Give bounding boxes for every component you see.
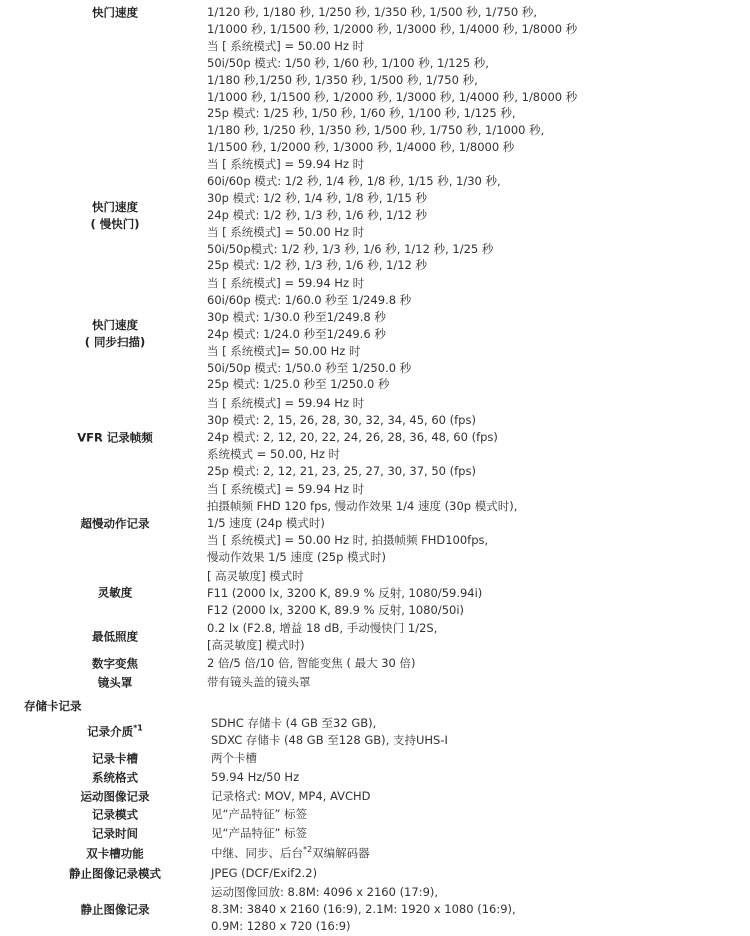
spec-value bbox=[211, 865, 750, 882]
spec-line: 当 [ 系统模式] = 59.94 Hz 时 bbox=[207, 396, 365, 410]
spec-value bbox=[207, 620, 747, 654]
spec-line: 50i/50p模式: 1/2 秒, 1/3 秒, 1/6 秒, 1/12 秒, 1/25 秒 bbox=[207, 241, 494, 256]
spec-line: 25p 模式: 1/25 秒, 1/50 秒, 1/60 秒, 1/100 秒, 1/125 秒, bbox=[207, 106, 516, 121]
spec-value bbox=[207, 674, 747, 691]
spec-label: 数字变焦 bbox=[92, 656, 138, 671]
spec-value bbox=[207, 395, 747, 480]
spec-label: 最低照度 bbox=[92, 629, 138, 644]
spec-label: 灵敏度 bbox=[97, 585, 133, 600]
spec-value bbox=[211, 750, 750, 767]
spec-value bbox=[207, 156, 747, 274]
spec-line: 50i/50p 模式: 1/50 秒, 1/60 秒, 1/100 秒, 1/125 秒, bbox=[207, 55, 489, 70]
spec-label: 记录卡槽 bbox=[92, 751, 138, 766]
spec-line: 当 [ 系统模式] = 50.00 Hz 时, 拍摄帧频 FHD100fps, bbox=[207, 532, 489, 547]
spec-line: 1/1000 秒, 1/1500 秒, 1/2000 秒, 1/3000 秒, 1/4000 秒, 1/8000 秒 bbox=[207, 89, 578, 104]
spec-line: [ 高灵敏度] 模式时 bbox=[207, 569, 304, 583]
spec-line bbox=[211, 845, 750, 862]
spec-line: 1/1000 秒, 1/1500 秒, 1/2000 秒, 1/3000 秒, 1/4000 秒, 1/8000 秒 bbox=[207, 21, 578, 36]
spec-line: 25p 模式: 2, 12, 21, 23, 25, 27, 30, 37, 50 (fps) bbox=[207, 463, 476, 478]
spec-line: 0.2 lx (F2.8, 增益 18 dB, 手动慢快门 1/2S, bbox=[207, 621, 438, 635]
spec-line: [高灵敏度] 模式时) bbox=[207, 637, 305, 652]
spec-value bbox=[211, 788, 750, 805]
spec-line: 系统模式 = 50.00, Hz 时 bbox=[207, 446, 341, 461]
spec-line: 1/120 秒, 1/180 秒, 1/250 秒, 1/350 秒, 1/500 秒, 1/750 秒, bbox=[207, 5, 537, 19]
spec-label bbox=[40, 317, 190, 351]
spec-line: 2 倍/5 倍/10 倍, 智能变焦 ( 最大 30 倍) bbox=[207, 656, 416, 670]
spec-line: 当 [ 系统模式] = 59.94 Hz 时 bbox=[207, 276, 365, 290]
spec-line-part: 双编解码器 bbox=[312, 846, 370, 860]
spec-label: 记录时间 bbox=[92, 826, 138, 841]
spec-line: 30p 模式: 1/30.0 秒至1/249.8 秒 bbox=[207, 309, 386, 324]
spec-label-text: 记录介质 bbox=[87, 724, 134, 739]
footnote-marker: *2 bbox=[303, 845, 313, 855]
spec-line: 当 [ 系统模式] = 59.94 Hz 时 bbox=[207, 482, 365, 496]
spec-label: VFR 记录帧频 bbox=[77, 430, 153, 445]
spec-value bbox=[207, 481, 747, 566]
spec-line: 拍摄帧频 FHD 120 fps, 慢动作效果 1/4 速度 (30p 模式时), bbox=[207, 498, 518, 513]
spec-line: 当 [ 系统模式] = 59.94 Hz 时 bbox=[207, 157, 365, 171]
spec-label: 双卡槽功能 bbox=[86, 846, 144, 861]
spec-label: 运动图像记录 bbox=[80, 789, 150, 804]
spec-label: 快门速度 bbox=[92, 5, 138, 20]
spec-line: SDXC 存储卡 (48 GB 至128 GB), 支持UHS-I bbox=[211, 732, 448, 747]
spec-value bbox=[207, 655, 747, 672]
spec-line: 1/180 秒,1/250 秒, 1/350 秒, 1/500 秒, 1/750 秒, bbox=[207, 72, 478, 87]
spec-line: 当 [ 系统模式] = 50.00 Hz 时 bbox=[207, 224, 365, 239]
spec-line: 1/5 速度 (24p 模式时) bbox=[207, 515, 325, 530]
spec-value bbox=[211, 884, 750, 935]
spec-value bbox=[207, 275, 747, 393]
footnote-marker: *1 bbox=[133, 723, 143, 733]
spec-line: 当 [ 系统模式]= 50.00 Hz 时 bbox=[207, 343, 361, 358]
spec-label-line: ( 同步扫描) bbox=[84, 335, 146, 349]
spec-line: 记录格式: MOV, MP4, AVCHD bbox=[211, 789, 371, 803]
spec-line: 24p 模式: 2, 12, 20, 22, 24, 26, 28, 36, 48, 60 (fps) bbox=[207, 429, 498, 444]
spec-line: 两个卡槽 bbox=[211, 751, 257, 765]
spec-line: F12 (2000 lx, 3200 K, 89.9 % 反射, 1080/50i) bbox=[207, 602, 465, 617]
spec-line: 25p 模式: 1/25.0 秒至 1/250.0 秒 bbox=[207, 377, 390, 392]
spec-line: 慢动作效果 1/5 速度 (25p 模式时) bbox=[207, 549, 387, 564]
spec-line: 30p 模式: 2, 15, 26, 28, 30, 32, 34, 45, 60 (fps) bbox=[207, 412, 476, 427]
spec-label: 静止图像记录模式 bbox=[69, 866, 161, 881]
spec-line: 运动图像回放: 8.8M: 4096 x 2160 (17:9), bbox=[211, 885, 439, 899]
spec-line: SDHC 存储卡 (4 GB 至32 GB), bbox=[211, 716, 377, 730]
spec-value bbox=[211, 825, 750, 842]
spec-value bbox=[211, 769, 750, 786]
spec-label-line: 快门速度 bbox=[92, 200, 138, 214]
spec-line: 1/1500 秒, 1/2000 秒, 1/3000 秒, 1/4000 秒, 1/8000 秒 bbox=[207, 140, 515, 155]
spec-label: 镜头罩 bbox=[97, 675, 133, 690]
spec-line-part: 中继、同步、后台 bbox=[211, 846, 303, 860]
spec-line: 50i/50p 模式: 1/50.0 秒至 1/250.0 秒 bbox=[207, 360, 412, 375]
spec-line: 25p 模式: 1/2 秒, 1/3 秒, 1/6 秒, 1/12 秒 bbox=[207, 258, 428, 273]
spec-line: 8.3M: 3840 x 2160 (16:9), 2.1M: 1920 x 1080 (16:9), bbox=[211, 901, 516, 916]
spec-label bbox=[40, 724, 190, 741]
spec-line: 见“产品特征” 标签 bbox=[211, 807, 308, 821]
spec-label: 系统格式 bbox=[92, 770, 138, 785]
spec-label bbox=[40, 199, 190, 233]
spec-line: 带有镜头盖的镜头罩 bbox=[207, 675, 311, 689]
spec-label: 超慢动作记录 bbox=[80, 516, 150, 531]
spec-value bbox=[211, 715, 750, 749]
spec-line: 0.9M: 1280 x 720 (16:9) bbox=[211, 918, 351, 933]
spec-label: 静止图像记录 bbox=[80, 902, 150, 917]
spec-line: 24p 模式: 1/24.0 秒至1/249.6 秒 bbox=[207, 326, 386, 341]
spec-value bbox=[211, 845, 750, 862]
spec-value bbox=[207, 4, 747, 156]
spec-line: 当 [ 系统模式] = 50.00 Hz 时 bbox=[207, 38, 365, 53]
spec-value bbox=[211, 806, 750, 823]
spec-line: F11 (2000 lx, 3200 K, 89.9 % 反射, 1080/59.94i) bbox=[207, 585, 483, 600]
spec-label-line: ( 慢快门) bbox=[90, 217, 140, 231]
spec-line: JPEG (DCF/Exif2.2) bbox=[211, 866, 318, 880]
section-title: 存储卡记录 bbox=[24, 699, 82, 713]
spec-label: 记录模式 bbox=[92, 807, 138, 822]
spec-value bbox=[207, 568, 747, 619]
spec-line: 60i/60p 模式: 1/60.0 秒至 1/249.8 秒 bbox=[207, 292, 412, 307]
spec-line: 见“产品特征” 标签 bbox=[211, 826, 308, 840]
spec-line: 1/180 秒, 1/250 秒, 1/350 秒, 1/500 秒, 1/750 秒, 1/1000 秒, bbox=[207, 123, 545, 138]
spec-line: 24p 模式: 1/2 秒, 1/3 秒, 1/6 秒, 1/12 秒 bbox=[207, 207, 428, 222]
spec-line: 60i/60p 模式: 1/2 秒, 1/4 秒, 1/8 秒, 1/15 秒, 1/30 秒, bbox=[207, 173, 501, 188]
spec-label-line: 快门速度 bbox=[92, 318, 138, 332]
spec-line: 30p 模式: 1/2 秒, 1/4 秒, 1/8 秒, 1/15 秒 bbox=[207, 190, 428, 205]
spec-line: 59.94 Hz/50 Hz bbox=[211, 770, 300, 784]
